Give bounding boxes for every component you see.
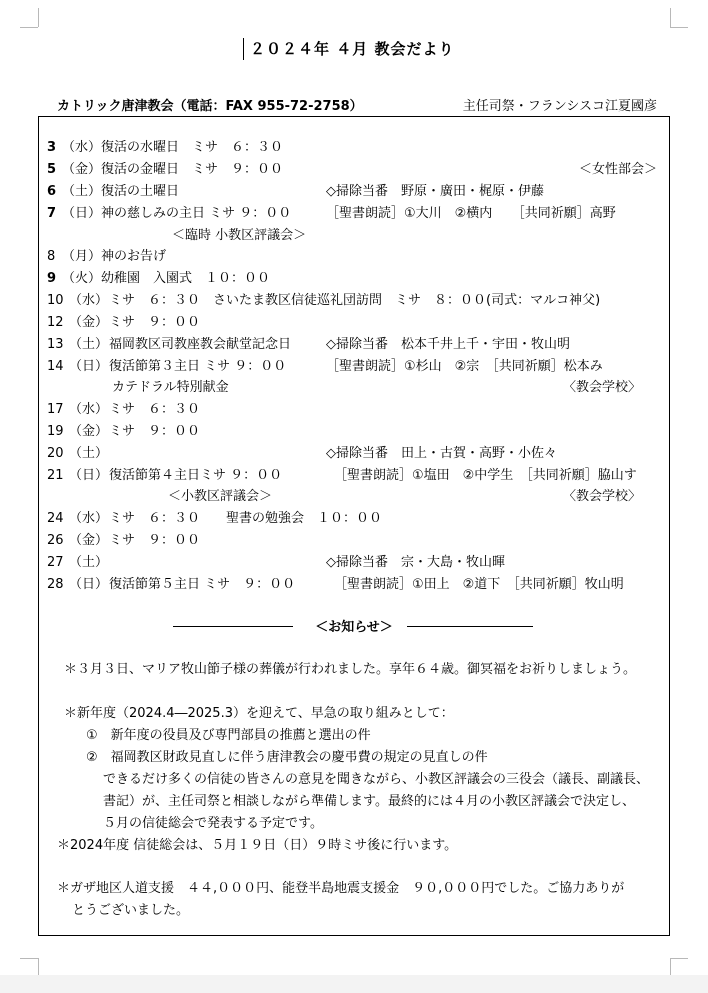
notice-item-1: ① 新年度の役員及び専門部員の推薦と選出の件 [86,728,371,743]
schedule-readers: ［聖書朗読］①塩田 ②中学生 ［共同祈願］脇山す [334,468,637,483]
schedule-weekday: （金） [69,315,109,330]
notice-donations-thanks: とうございました。 [72,903,190,918]
text-cursor [243,38,244,60]
notice-new-year-intro: ＊新年度（2024.4―2025.3）を迎えて、早急の取り組みとして： [64,706,454,721]
rinji-council-note: ＜臨時 小教区評議会＞ [172,228,307,243]
notice-general-assembly: ＊2024年度 信徒総会は、５月１９日（日）９時ミサ後に行います。 [57,838,458,853]
schedule-weekday: （日） [62,206,102,221]
schedule-text: ミサ ９：００ [109,424,201,439]
crop-mark [670,8,671,27]
schedule-day: 21 [47,468,64,483]
schedule-day: 10 [47,293,64,308]
schedule-day: 26 [47,533,64,548]
schedule-weekday: （土） [62,184,102,199]
schedule-day: 27 [47,555,64,570]
schedule-day: 28 [47,577,64,592]
schedule-weekday: （土） [69,337,109,352]
crop-mark [20,958,38,959]
schedule-readers: ［聖書朗読］①田上 ②道下 ［共同祈願］牧山明 [334,577,624,592]
schedule-weekday: （土） [69,555,109,570]
schedule-text: ミサ ６：３０ さいたま教区信徒巡礼団訪問 ミサ ８：００(司式：マルコ神父) [109,293,601,308]
schedule-text: 復活節第５主日 ミサ ９：００ [109,577,296,592]
schedule-cleaning: ◇掃除当番 松本千井上千・宇田・牧山明 [326,337,570,352]
cathedral-offering-note: カテドラル特別献金 [112,380,229,395]
schedule-weekday: （水） [69,511,109,526]
schedule-day: 6 [47,184,57,199]
schedule-weekday: （日） [69,468,109,483]
schedule-weekday: （日） [69,359,109,374]
crop-mark [670,958,688,959]
schedule-day: 7 [47,206,57,221]
crop-mark [38,958,39,975]
schedule-text: 復活の水曜日 ミサ ６：３０ [101,140,284,155]
schedule-readers: ［聖書朗読］①杉山 ②宗 ［共同祈願］松本み [326,359,603,374]
crop-mark [670,958,671,975]
notice-heading: ＜お知らせ＞ [315,620,393,635]
schedule-day: 19 [47,424,64,439]
notice-item-2: ② 福岡教区財政見直しに伴う唐津教会の慶弔費の規定の見直しの件 [86,750,488,765]
priest-name: 主任司祭・フランシスコ江夏國彦 [462,99,657,114]
schedule-text: 復活の土曜日 [101,184,180,199]
schedule-day: 17 [47,402,64,417]
schedule-day: 24 [47,511,64,526]
notice-item-2-detail: 書記）が、主任司祭と相談しながら準備します。最終的には４月の小教区評議会で決定し、 [103,794,635,809]
schedule-weekday: （水） [69,293,109,308]
schedule-text: ミサ ９：００ [109,315,201,330]
document-title: ２０２４年 ４月 教会だより [250,40,455,58]
schedule-weekday: （日） [69,577,109,592]
church-school-note: 〈教会学校〉 [562,489,641,504]
notice-rule-right [407,626,533,627]
schedule-cleaning: ◇掃除当番 野原・廣田・梶原・伊藤 [326,184,544,199]
schedule-weekday: （土） [69,446,109,461]
schedule-cleaning: ◇掃除当番 田上・古賀・高野・小佐々 [326,446,557,461]
schedule-weekday: （水） [69,402,109,417]
crop-mark [38,8,39,27]
schedule-weekday: （金） [69,424,109,439]
schedule-text: 神のお告げ [101,249,167,264]
schedule-day: 5 [47,162,57,177]
schedule-text: 復活節第４主日ミサ ９：００ [109,468,283,483]
schedule-weekday: （金） [62,162,102,177]
council-note: ＜小教区評議会＞ [168,489,273,504]
schedule-right-note: ＜女性部会＞ [578,162,657,177]
schedule-text: ミサ ９：００ [109,533,201,548]
schedule-cleaning: ◇掃除当番 宗・大島・牧山暉 [326,555,505,570]
crop-mark [670,27,688,28]
schedule-day: 13 [47,337,64,352]
schedule-text: 復活の金曜日 ミサ ９：００ [101,162,284,177]
schedule-text: ミサ ６：３０ 聖書の勉強会 １０：００ [109,511,383,526]
schedule-text: ミサ ６：３０ [109,402,201,417]
schedule-weekday: （月） [62,249,102,264]
schedule-text: 幼稚園 入園式 １０：００ [101,271,271,286]
schedule-text: 福岡教区司教座教会献堂記念日 [109,337,292,352]
schedule-day: 9 [47,271,57,286]
schedule-day: 3 [47,140,57,155]
notice-donations: ＊ガザ地区人道支援 ４４,０００円、能登半島地震支援金 ９０,０００円でした。ご協力ありが [57,881,625,896]
schedule-weekday: （金） [69,533,109,548]
church-contact: カトリック唐津教会（電話：FAX 955-72-2758） [57,99,363,114]
page-gap [0,975,708,993]
notice-item-2-detail: ５月の信徒総会で発表する予定です。 [103,816,323,831]
notice-item-2-detail: できるだけ多くの信徒の皆さんの意見を聞きながら、小教区評議会の三役会（議長、副議長、 [103,772,650,787]
schedule-day: 20 [47,446,64,461]
schedule-text: 復活節第３主日 ミサ ９：００ [109,359,287,374]
schedule-readers: ［聖書朗読］①大川 ②横内 ［共同祈願］高野 [326,206,616,221]
church-school-note: 〈教会学校〉 [562,380,641,395]
schedule-day: 12 [47,315,64,330]
schedule-weekday: （水） [62,140,102,155]
schedule-weekday: （火） [62,271,102,286]
schedule-day: 8 [47,249,56,264]
crop-mark [20,27,38,28]
schedule-text: 神の慈しみの主日 ミサ ９：００ [101,206,292,221]
notice-funeral: ＊３月３日、マリア牧山節子様の葬儀が行われました。享年６４歳。御冥福をお祈りしましょう。 [64,662,637,677]
schedule-day: 14 [47,359,64,374]
